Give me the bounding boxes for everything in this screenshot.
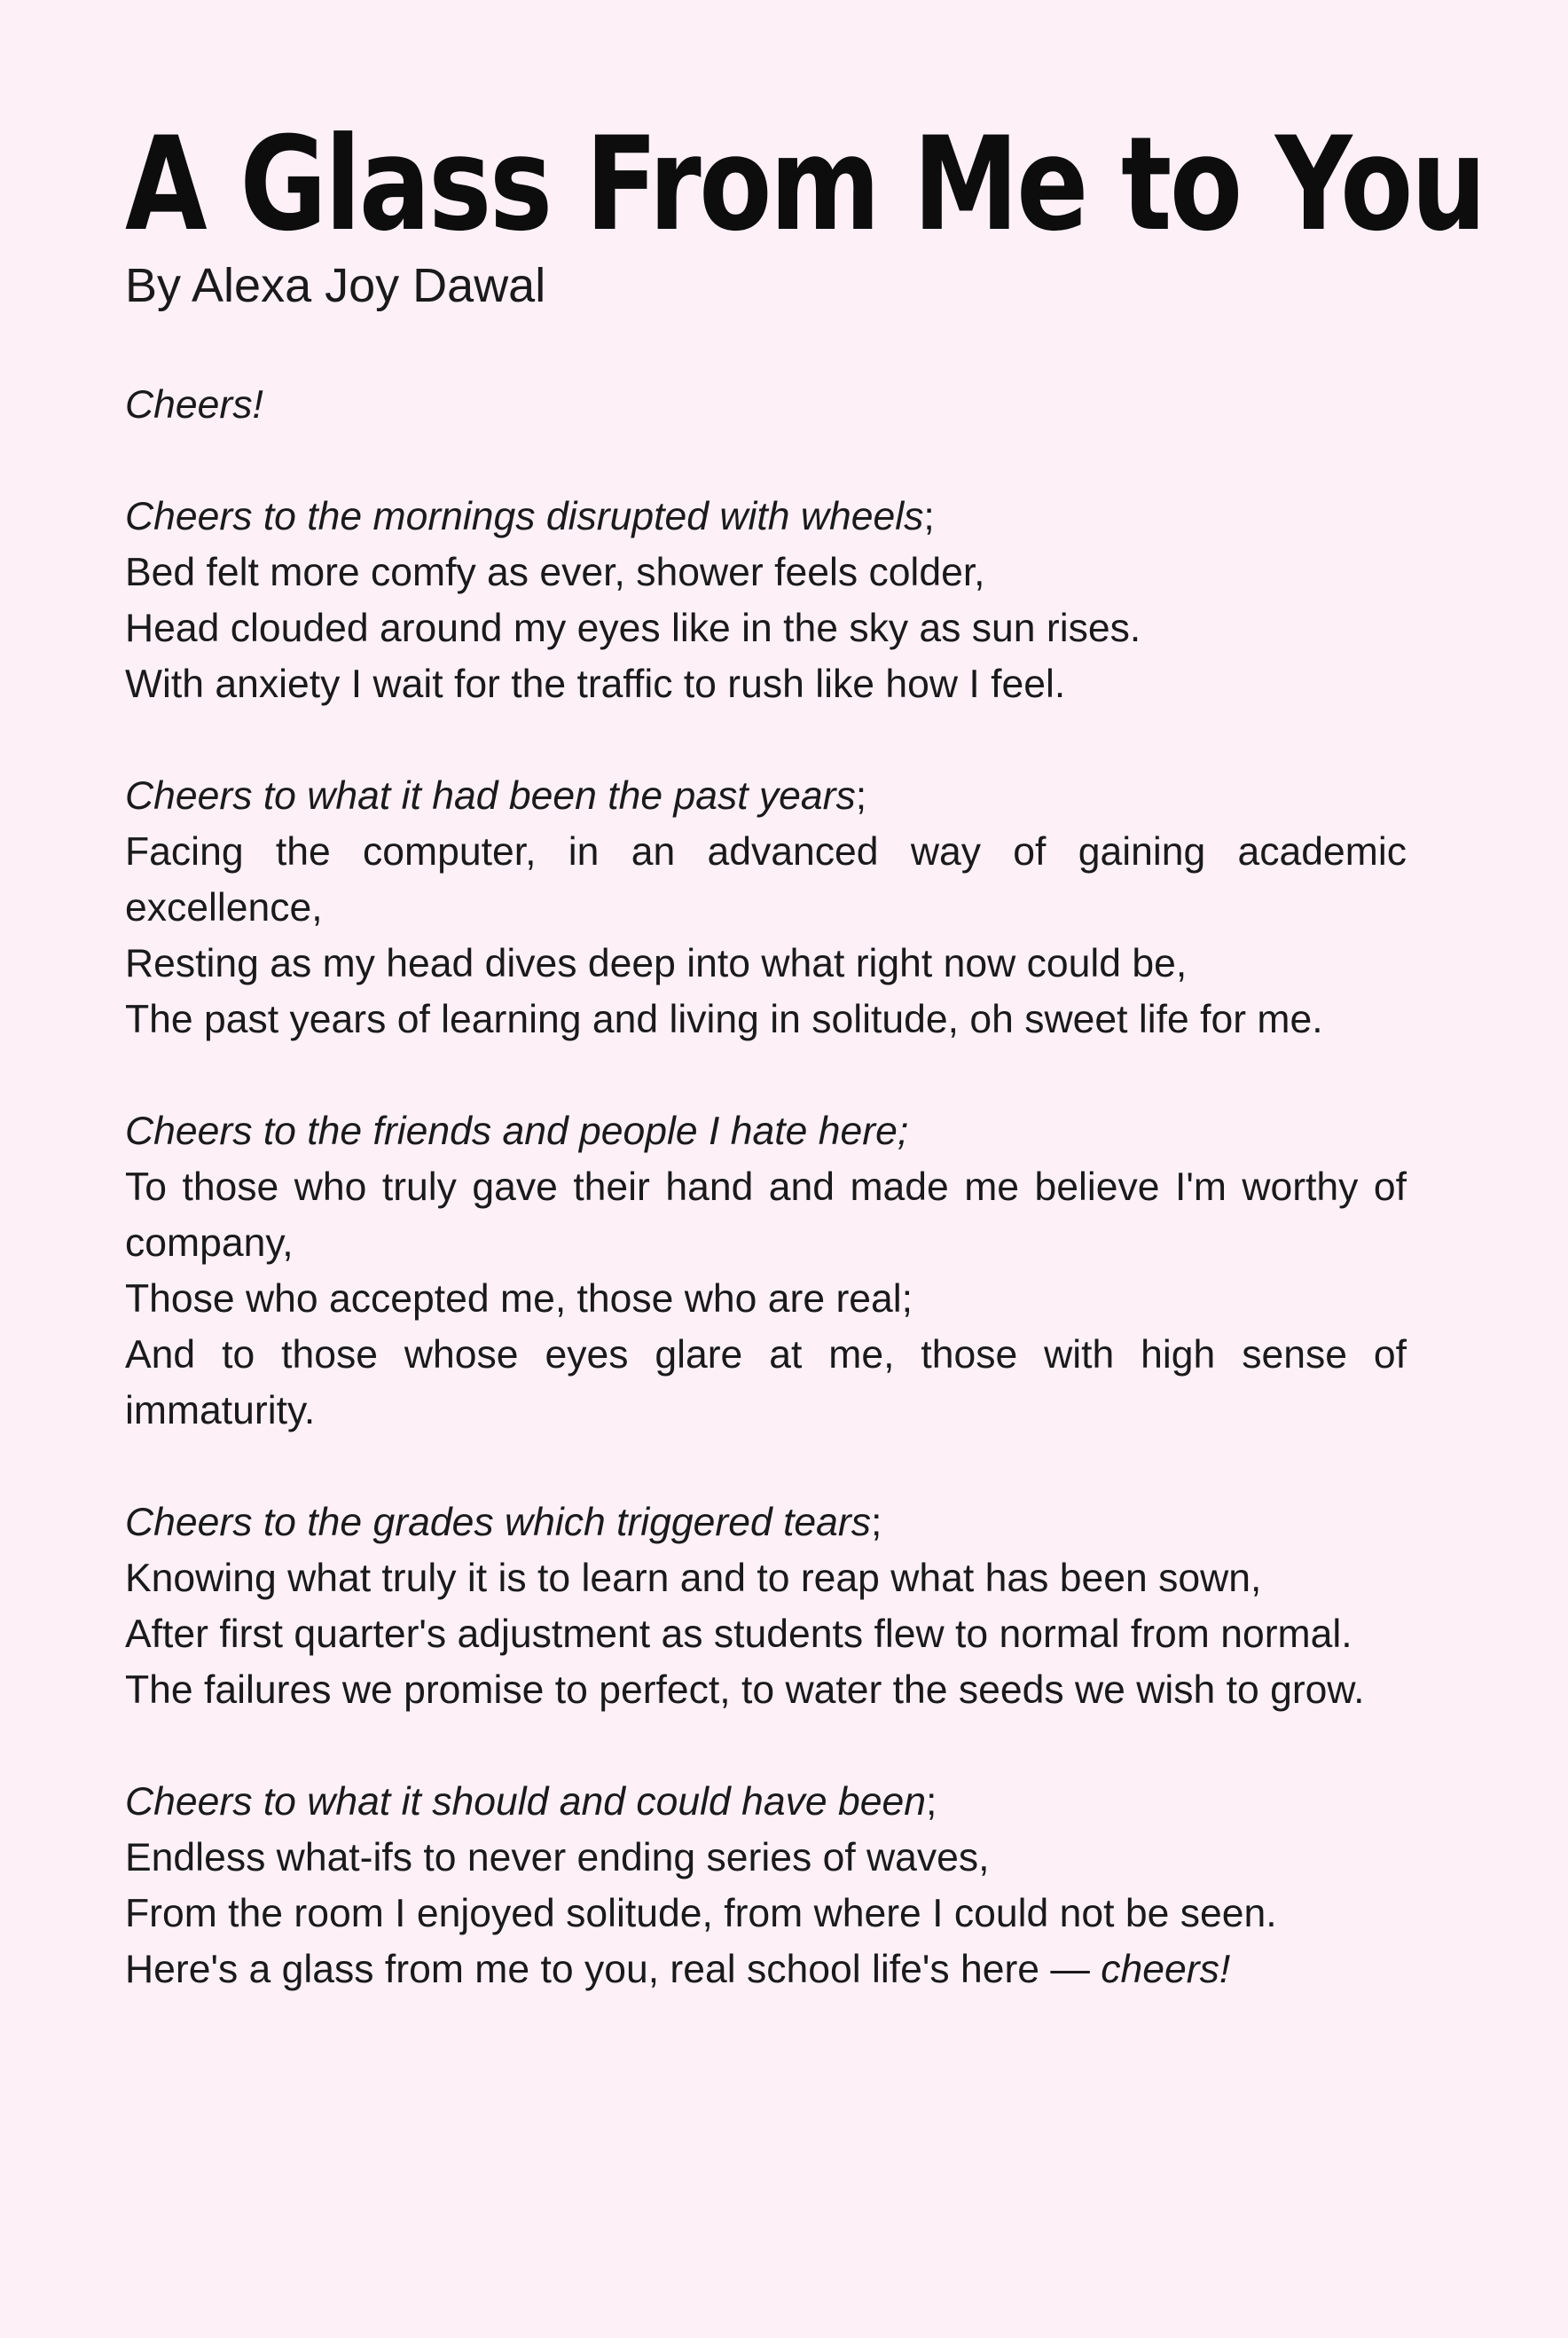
stanza-heading bbox=[125, 1495, 1407, 1550]
stanza-heading-italic: Cheers to the mornings disrupted with wheels bbox=[125, 495, 924, 538]
stanza-heading bbox=[125, 1103, 1407, 1159]
stanza-heading bbox=[125, 1774, 1407, 1830]
stanza-3 bbox=[125, 1103, 1407, 1439]
poem-body bbox=[125, 377, 1407, 1997]
poem-line: From the room I enjoyed solitude, from where I could not be seen. bbox=[125, 1892, 1277, 1935]
poem-line: With anxiety I wait for the traffic to rush like how I feel. bbox=[125, 663, 1066, 706]
poem-line: Endless what-ifs to never ending series of waves, bbox=[125, 1836, 990, 1879]
poem-line: After first quarter's adjustment as students flew to normal from normal. bbox=[125, 1612, 1352, 1656]
final-line bbox=[125, 1942, 1407, 1997]
stanza-heading-italic: Cheers to what it had been the past years bbox=[125, 774, 856, 818]
poem-line: The failures we promise to perfect, to water the seeds we wish to grow. bbox=[125, 1668, 1365, 1712]
poem-line: The past years of learning and living in solitude, oh sweet life for me. bbox=[125, 998, 1323, 1041]
poem-line: Bed felt more comfy as ever, shower feels colder, bbox=[125, 551, 985, 594]
stanza-4 bbox=[125, 1495, 1407, 1718]
stanza-heading bbox=[125, 768, 1407, 824]
stanza-heading-tail: ; bbox=[923, 495, 935, 538]
stanza-2 bbox=[125, 768, 1407, 1047]
final-line-italic: cheers! bbox=[1101, 1948, 1231, 1991]
poem-line: And to those whose eyes glare at me, those with high sense of immaturity. bbox=[125, 1333, 1407, 1432]
stanza-heading-tail: ; bbox=[871, 1501, 882, 1544]
stanza-heading-tail: ; bbox=[925, 1780, 937, 1824]
stanza-heading bbox=[125, 489, 1407, 545]
poem-line: Head clouded around my eyes like in the sky as sun rises. bbox=[125, 607, 1141, 650]
poem-line: Facing the computer, in an advanced way of gaining academic excellence, bbox=[125, 830, 1407, 930]
opening-line: Cheers! bbox=[125, 383, 263, 427]
stanza-1 bbox=[125, 489, 1407, 712]
stanza-heading-italic: Cheers to the friends and people I hate here; bbox=[125, 1110, 909, 1153]
stanza-heading-tail: ; bbox=[855, 774, 867, 818]
author-byline: By Alexa Joy Dawal bbox=[125, 259, 546, 312]
poem-title: A Glass From Me to You bbox=[125, 109, 1485, 260]
poem-line: Resting as my head dives deep into what right now could be, bbox=[125, 942, 1188, 985]
poem-line: Those who accepted me, those who are real; bbox=[125, 1277, 913, 1321]
poem-page bbox=[125, 109, 1485, 1997]
final-line-text: Here's a glass from me to you, real school life's here — bbox=[125, 1948, 1102, 1991]
poem-line: Knowing what truly it is to learn and to reap what has been sown, bbox=[125, 1557, 1262, 1600]
poem-line: To those who truly gave their hand and made me believe I'm worthy of company, bbox=[125, 1165, 1407, 1265]
stanza-heading-italic: Cheers to what it should and could have been bbox=[125, 1780, 926, 1824]
stanza-heading-italic: Cheers to the grades which triggered tears bbox=[125, 1501, 872, 1544]
stanza-5 bbox=[125, 1774, 1407, 1997]
